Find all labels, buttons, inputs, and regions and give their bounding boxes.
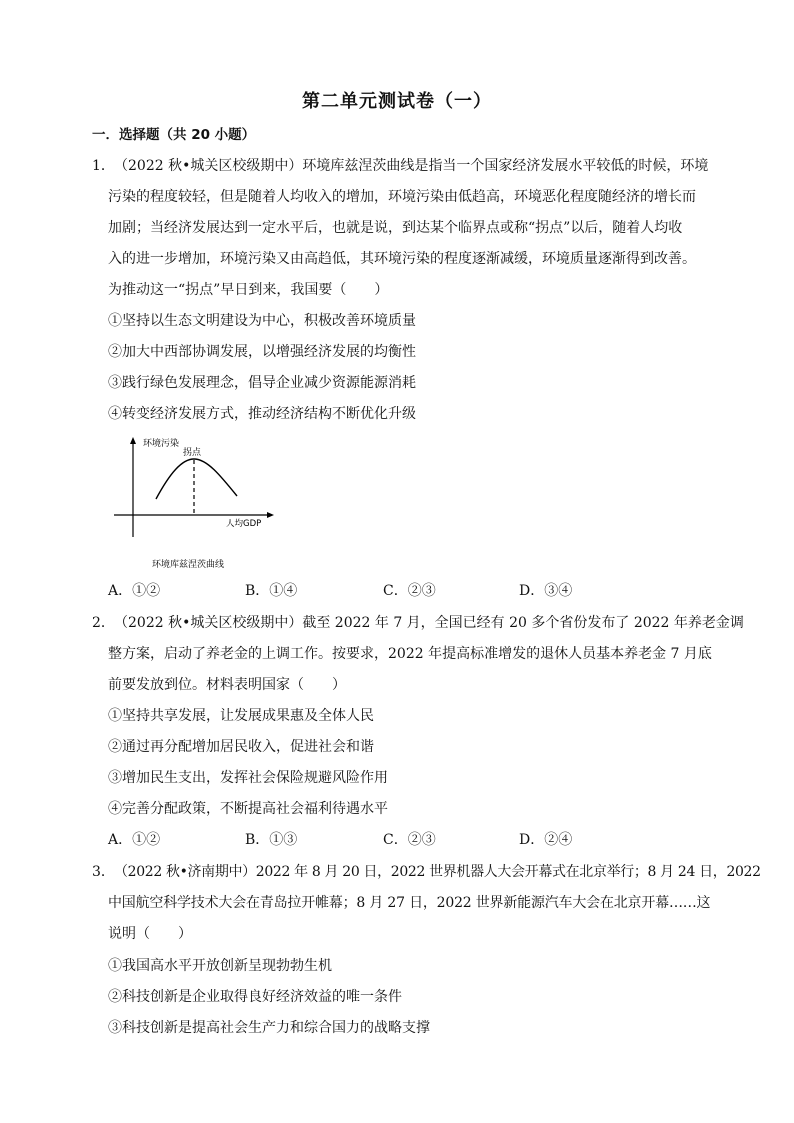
question-1-item: ③践行绿色发展理念，倡导企业减少资源能源消耗 — [108, 375, 416, 391]
kuznets-curve-figure — [108, 433, 278, 573]
question-3-line: 说明（ ） — [108, 926, 192, 942]
question-3-line: （2022 秋•济南期中）2022 年 8 月 20 日，2022 世界机器人大会开幕式在北京举行；8 月 24 日，2022 — [114, 864, 761, 880]
graph-peak-label: 拐点 — [183, 448, 202, 458]
question-3-item: ②科技创新是企业取得良好经济效益的唯一条件 — [108, 989, 402, 1005]
question-1-option-b[interactable]: B．①④ — [245, 583, 298, 599]
kuznets-curve — [156, 459, 237, 499]
page-title: 第二单元测试卷（一） — [302, 91, 492, 112]
question-1-line: 污染的程度较轻，但是随着人均收入的增加，环境污染由低趋高，环境恶化程度随经济的增长而 — [108, 189, 696, 205]
question-3-number: 3． — [92, 864, 115, 880]
question-2-option-a[interactable]: A．①② — [108, 832, 161, 848]
question-1-item: ①坚持以生态文明建设为中心，积极改善环境质量 — [108, 313, 416, 329]
question-3-item: ③科技创新是提高社会生产力和综合国力的战略支撑 — [108, 1020, 430, 1036]
question-2-line: 前要发放到位。材料表明国家（ ） — [108, 677, 346, 693]
question-1-line: 入的进一步增加，环境污染又由高趋低，其环境污染的程度逐渐减缓，环境质量逐渐得到改善。 — [108, 251, 696, 267]
question-2-option-c[interactable]: C．②③ — [383, 832, 436, 848]
question-2-item: ①坚持共享发展，让发展成果惠及全体人民 — [108, 708, 374, 724]
graph-caption: 环境库兹涅茨曲线 — [152, 560, 225, 570]
question-1-option-d[interactable]: D．③④ — [519, 583, 573, 599]
question-1-line: 为推动这一“拐点”早日到来，我国要（ ） — [108, 282, 389, 298]
question-1-option-a[interactable]: A．①② — [108, 583, 161, 599]
graph-x-label: 人均GDP — [226, 519, 262, 529]
y-axis-arrow — [130, 437, 136, 444]
question-2-option-d[interactable]: D．②④ — [519, 832, 573, 848]
question-2-line: （2022 秋•城关区校级期中）截至 2022 年 7 月，全国已经有 20 多个省份发布了 2022 年养老金调 — [114, 615, 744, 631]
x-axis-arrow — [267, 512, 274, 518]
question-1-option-c[interactable]: C．②③ — [383, 583, 436, 599]
question-1-line: 加剧；当经济发展达到一定水平后，也就是说，到达某个临界点或称“拐点”以后，随着人均收 — [108, 220, 683, 236]
question-2-number: 2． — [92, 615, 115, 631]
question-1-item: ②加大中西部协调发展，以增强经济发展的均衡性 — [108, 344, 416, 360]
question-3-item: ①我国高水平开放创新呈现勃勃生机 — [108, 958, 332, 974]
question-2-item: ④完善分配政策，不断提高社会福利待遇水平 — [108, 801, 388, 817]
section-heading: 一．选择题（共 20 小题） — [92, 127, 256, 143]
question-3-line: 中国航空科学技术大会在青岛拉开帷幕；8 月 27 日，2022 世界新能源汽车大会在北京开幕……这 — [108, 895, 711, 911]
graph-y-label: 环境污染 — [143, 439, 180, 449]
question-2-item: ③增加民生支出，发挥社会保险规避风险作用 — [108, 770, 388, 786]
question-1-number: 1． — [92, 158, 115, 174]
question-2-option-b[interactable]: B．①③ — [245, 832, 298, 848]
question-1-item: ④转变经济发展方式，推动经济结构不断优化升级 — [108, 406, 416, 422]
kuznets-curve-svg — [108, 433, 278, 573]
question-2-line: 整方案，启动了养老金的上调工作。按要求，2022 年提高标准增发的退休人员基本养老金 7 月底 — [108, 646, 712, 662]
question-1-line: （2022 秋•城关区校级期中）环境库兹涅茨曲线是指当一个国家经济发展水平较低的时候，环境 — [114, 158, 709, 174]
question-2-item: ②通过再分配增加居民收入，促进社会和谐 — [108, 739, 374, 755]
